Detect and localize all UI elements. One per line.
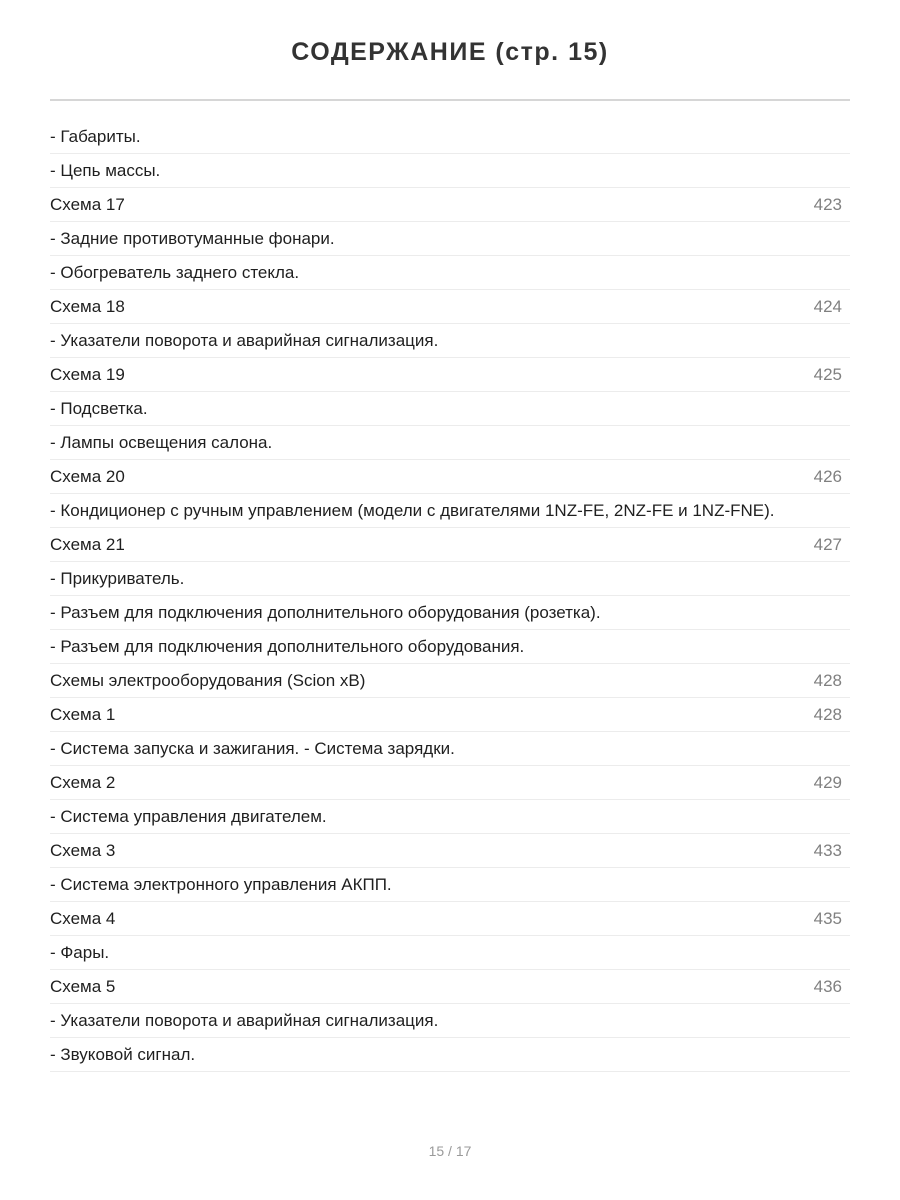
toc-row[interactable]: [50, 902, 850, 936]
toc-entry-text: - Разъем для подключения дополнительного оборудования (розетка).: [50, 602, 601, 622]
toc-entry-text: - Звуковой сигнал.: [50, 1044, 196, 1064]
toc-row: [50, 936, 850, 970]
page-title: СОДЕРЖАНИЕ (стр. 15): [291, 38, 609, 66]
toc-entry-text: Схема 20: [50, 466, 125, 486]
toc-row[interactable]: [50, 970, 850, 1004]
toc-entry-text: - Прикуриватель.: [50, 568, 185, 588]
toc-entry-text: - Обогреватель заднего стекла.: [50, 262, 300, 282]
toc-row[interactable]: [50, 188, 850, 222]
toc-entry-text: - Лампы освещения салона.: [50, 432, 273, 452]
toc-entry-text: Схема 19: [50, 364, 125, 384]
toc-entry-text: - Габариты.: [50, 126, 141, 146]
toc-row: [50, 256, 850, 290]
toc-entry-text: - Фары.: [50, 942, 110, 962]
toc-entry-text: - Система управления двигателем.: [50, 806, 327, 826]
toc-row[interactable]: [50, 528, 850, 562]
toc-page-number: 428: [813, 704, 842, 724]
toc-entry-text: - Кондиционер с ручным управлением (модели с двигателями 1NZ-FE, 2NZ-FE и 1NZ-FNE).: [50, 500, 775, 520]
toc-page-number: 433: [813, 840, 842, 860]
toc-row: [50, 630, 850, 664]
toc-page-number: 428: [813, 670, 842, 690]
toc-row: [50, 120, 850, 154]
toc-page-number: 426: [813, 466, 842, 486]
page-pagination: 15 / 17: [428, 1143, 472, 1159]
toc-row: [50, 222, 850, 256]
toc-row: [50, 732, 850, 766]
toc-entry-text: Схема 17: [50, 194, 125, 214]
toc-row: [50, 800, 850, 834]
toc-row[interactable]: [50, 664, 850, 698]
toc-entry-text: Схемы электрооборудования (Scion xB): [50, 670, 366, 690]
toc-row[interactable]: [50, 834, 850, 868]
toc-row: [50, 426, 850, 460]
toc-row: [50, 324, 850, 358]
toc-entry-text: - Задние противотуманные фонари.: [50, 228, 335, 248]
toc-row[interactable]: [50, 766, 850, 800]
toc-entry-text: Схема 2: [50, 772, 116, 792]
toc-row: [50, 1038, 850, 1072]
toc-page-number: 424: [813, 296, 842, 316]
toc-list: [50, 120, 850, 1072]
toc-row: [50, 868, 850, 902]
toc-entry-text: - Указатели поворота и аварийная сигнализация.: [50, 330, 439, 350]
toc-entry-text: Схема 18: [50, 296, 125, 316]
toc-row[interactable]: [50, 290, 850, 324]
toc-entry-text: - Указатели поворота и аварийная сигнализация.: [50, 1010, 439, 1030]
toc-page-number: 429: [813, 772, 842, 792]
toc-row: [50, 392, 850, 426]
toc-entry-text: Схема 21: [50, 534, 125, 554]
toc-entry-text: - Подсветка.: [50, 398, 148, 418]
toc-row: [50, 562, 850, 596]
toc-entry-text: Схема 3: [50, 840, 116, 860]
toc-page-number: 423: [813, 194, 842, 214]
toc-row: [50, 1004, 850, 1038]
toc-page-number: 435: [813, 908, 842, 928]
toc-row[interactable]: [50, 358, 850, 392]
toc-entry-text: Схема 4: [50, 908, 116, 928]
toc-entry-text: - Система запуска и зажигания. - Система зарядки.: [50, 738, 455, 758]
toc-entry-text: - Цепь массы.: [50, 160, 161, 180]
title-divider: [50, 99, 850, 101]
toc-row: [50, 596, 850, 630]
toc-entry-text: - Разъем для подключения дополнительного оборудования.: [50, 636, 525, 656]
toc-row[interactable]: [50, 698, 850, 732]
toc-row[interactable]: [50, 460, 850, 494]
toc-entry-text: - Система электронного управления АКПП.: [50, 874, 392, 894]
toc-row: [50, 154, 850, 188]
toc-row: [50, 494, 850, 528]
toc-entry-text: Схема 1: [50, 704, 116, 724]
toc-page-number: 436: [813, 976, 842, 996]
toc-entry-text: Схема 5: [50, 976, 116, 996]
toc-page-number: 427: [813, 534, 842, 554]
toc-page-number: 425: [813, 364, 842, 384]
